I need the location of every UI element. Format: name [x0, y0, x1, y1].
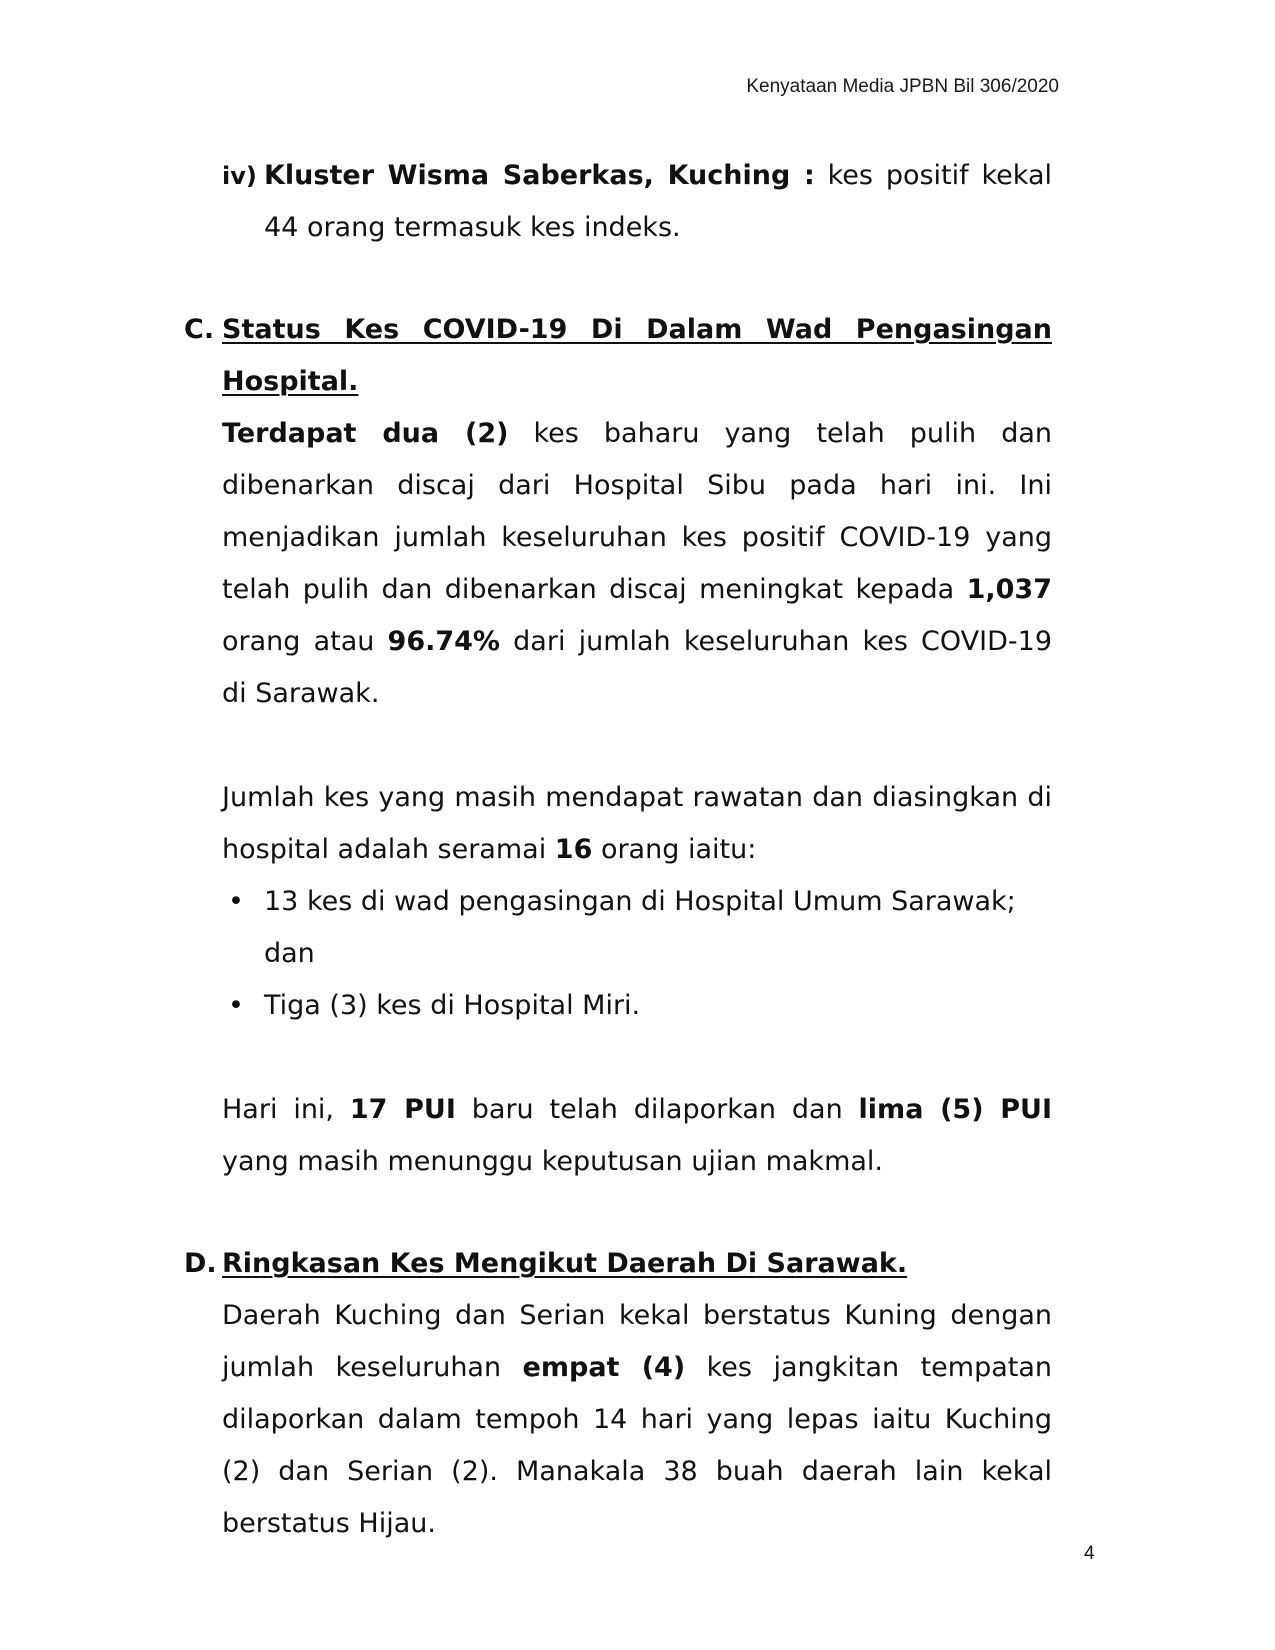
body-text: dari jumlah keseluruhan kes COVID-19 di Sarawak.	[222, 626, 1053, 709]
document-body	[184, 150, 1053, 1550]
pending-pui-count: lima (5) PUI	[858, 1094, 1052, 1125]
body-text: Daerah Kuching dan Serian kekal berstatus Kuning dengan jumlah keseluruhan	[222, 1300, 1052, 1383]
cluster-title: Kluster Wisma Saberkas, Kuching :	[264, 160, 815, 191]
section-d-title: Ringkasan Kes Mengikut Daerah Di Sarawak.	[222, 1248, 908, 1279]
section-c-paragraph-2	[222, 772, 1052, 876]
bullet-icon: •	[228, 886, 244, 917]
section-letter: C.	[184, 314, 215, 345]
list-item	[222, 980, 1052, 1032]
bold-text: Terdapat dua (2)	[222, 418, 509, 449]
local-case-count: empat (4)	[522, 1352, 686, 1383]
bullet-icon: •	[228, 990, 244, 1021]
body-text: orang iaitu:	[592, 834, 757, 865]
body-text: Jumlah kes yang masih mendapat rawatan dan diasingkan di hospital adalah seramai	[222, 782, 1052, 865]
list-marker: iv)	[222, 162, 257, 190]
body-text: orang atau	[222, 626, 388, 657]
recovered-count: 1,037	[966, 574, 1052, 605]
body-text: yang masih menunggu keputusan ujian makmal.	[222, 1146, 883, 1177]
page-number: 4	[1084, 1543, 1095, 1564]
body-text: Hari ini,	[222, 1094, 350, 1125]
cluster-item-iv	[222, 150, 1052, 254]
body-text: baru telah dilaporkan dan	[455, 1094, 859, 1125]
section-c-paragraph-3	[222, 1084, 1052, 1188]
list-item-text: Tiga (3) kes di Hospital Miri.	[264, 990, 641, 1021]
body-text: kes jangkitan tempatan dilaporkan dalam tempoh 14 hari yang lepas iaitu Kuching (2) dan Serian (2). Manakala 38 buah daerah lain kekal berstatus Hijau.	[222, 1352, 1052, 1539]
section-d	[184, 1238, 1052, 1550]
list-item	[222, 876, 1052, 980]
section-d-paragraph-1	[222, 1290, 1052, 1550]
section-letter: D.	[184, 1248, 217, 1279]
section-c	[184, 304, 1053, 1188]
body-text: kes baharu yang telah pulih dan dibenarkan discaj dari Hospital Sibu pada hari ini. Ini menjadikan jumlah keseluruhan kes positif COVID-19 yang telah pulih dan dibenarkan discaj meningkat kepada	[222, 418, 1052, 605]
cluster-text: kes positif kekal 44 orang termasuk kes indeks.	[264, 160, 1052, 243]
recovered-percentage: 96.74%	[387, 626, 500, 657]
document-header: Kenyataan Media JPBN Bil 306/2020	[746, 76, 1059, 97]
list-item-text: 13 kes di wad pengasingan di Hospital Umum Sarawak; dan	[264, 886, 1016, 969]
new-pui-count: 17 PUI	[349, 1094, 456, 1125]
treatment-count: 16	[554, 834, 593, 865]
hospital-list	[222, 876, 1052, 1032]
section-c-paragraph-1	[222, 408, 1052, 720]
section-c-title: Status Kes COVID-19 Di Dalam Wad Pengasingan Hospital.	[222, 314, 1052, 397]
